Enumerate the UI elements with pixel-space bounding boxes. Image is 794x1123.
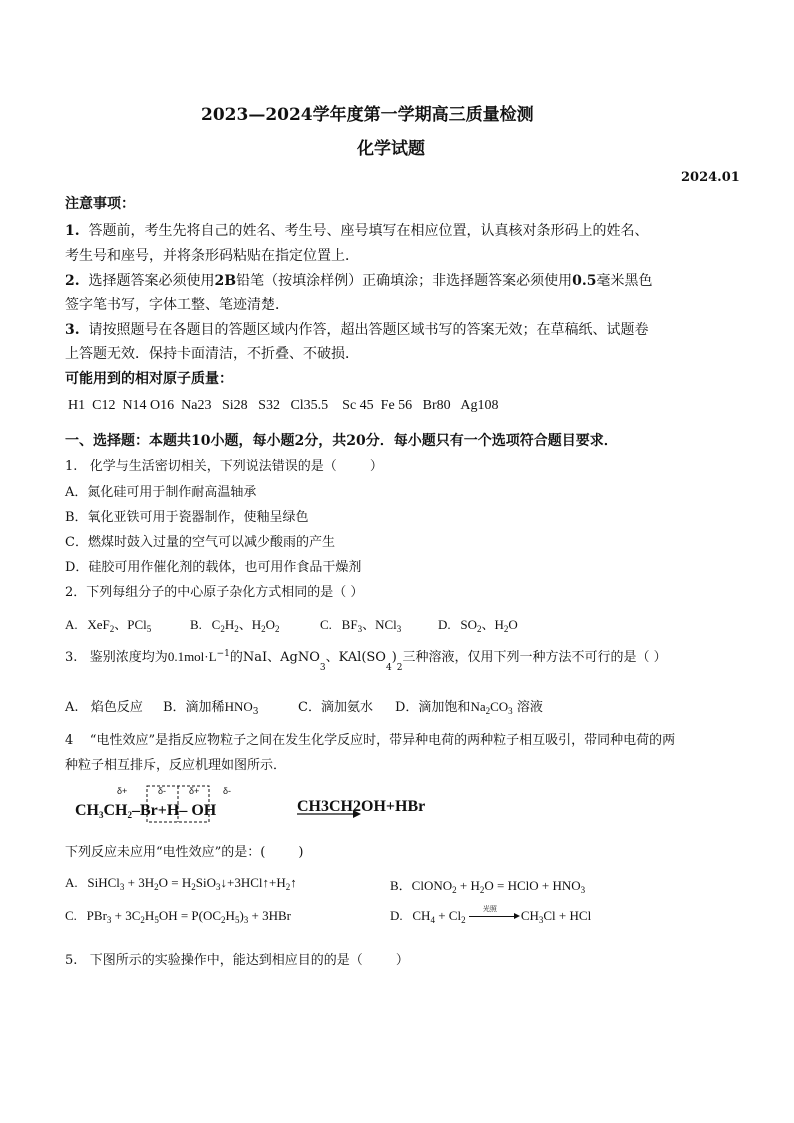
delta-minus-br: δ-: [158, 786, 167, 796]
note-1-line-1: [65, 220, 649, 240]
note-3-number: 3.: [65, 322, 80, 338]
q3-b-text: B．滴加稀: [163, 700, 225, 715]
exam-subtitle: 化学试题: [357, 139, 425, 159]
q4-option-a: A. SiHCl$_3$ + $3H_2O$ = $H_2SiO_3↓+3HCl↑+H_2↑$: [65, 875, 297, 892]
q1-option-a: A．氮化硅可用于制作耐高温轴承: [65, 485, 257, 500]
q3-stem-c: 、KAl(SO: [325, 650, 386, 665]
q3-stem-e: 三种溶液，仅用下列一种方法不可行的是（ ）: [402, 650, 667, 665]
mechanism-figure: [75, 782, 445, 832]
q1-option-d: D．硅胶可用作催化剂的载体，也可用作食品干燥剂: [65, 560, 362, 575]
note-3-line-1: [65, 319, 649, 339]
atomic-mass-list: H1 C12 N14 O16 Na23 Si28 S32 Cl35.5 Sc 45 Fe 56 Br80 Ag108: [68, 398, 499, 413]
q4-option-c: C. $PBr_3 + 3C_2H_5OH = P(OC_2H_5)_3 + 3HBr$: [65, 908, 292, 925]
q3-option-b: B．滴加稀$HNO_3$: [163, 699, 259, 717]
delta-plus-h: δ+: [189, 786, 200, 796]
note-2-text-c: 毫米黑色: [596, 273, 653, 289]
q2-option-a: A. XeF$_2$、PCl$_5$: [65, 617, 152, 634]
delta-minus-o: δ-: [223, 786, 232, 796]
mechanism-reactants: $CH_3CH_2-Br+H-$ OH: [75, 802, 217, 820]
section-1-text-d: 分．每小题只有一个选项符合题目要求．: [365, 433, 618, 449]
section-1-heading: [65, 430, 618, 450]
section-1-text-b: 小题，每小题: [210, 433, 295, 449]
section-1-text-a: 一、选择题：本题共: [65, 433, 191, 449]
q3-d-tail: 溶液: [516, 700, 543, 715]
q3-option-d: D．滴加饱和$Na_2CO_3$ 溶液: [395, 699, 543, 716]
section-1-points: 2: [294, 433, 305, 449]
note-2-text-a: 选择题答案必须使用: [88, 273, 215, 289]
light-label: 光照: [482, 905, 497, 914]
exam-title: 2023—2024学年度第一学期高三质量检测: [201, 105, 534, 125]
q4-stem-line-2: 种粒子相互排斥，反应机理如图所示．: [65, 758, 287, 773]
q3-stem-d: ): [391, 650, 397, 665]
q1-option-c: C．燃煤时鼓入过量的空气可以减少酸雨的产生: [65, 535, 335, 550]
q4-d-label: D.: [390, 908, 403, 923]
q5-stem: 5. 下图所示的实验操作中，能达到相应目的的是（ ）: [65, 953, 409, 968]
q4-c-label: C.: [65, 908, 77, 923]
q2-option-c: C. $BF_3$、NCl$_3$: [320, 617, 402, 634]
atomic-mass-heading: 可能用到的相对原子质量：: [65, 371, 233, 387]
section-1-text-c: 分，共: [304, 433, 347, 449]
q2-option-b: B. $C_2H_2$、$H_2O_2$: [190, 617, 280, 634]
q3-b-formula: HNO: [224, 699, 253, 714]
note-3-text-1: 请按照题号在各题目的答题区域内作答，超出答题区域书写的答案无效；在草稿纸、试题卷: [88, 322, 649, 338]
q4-b-label: B．: [390, 878, 412, 893]
note-2-number: 2.: [65, 273, 80, 289]
q3-stem-a: 3. 鉴别浓度均为: [65, 650, 168, 665]
q2-d-label: D.: [438, 617, 451, 632]
section-1-count: 10: [191, 433, 211, 449]
q3-stem-b: 的NaI、AgNO: [229, 650, 320, 665]
q2-b-label: B.: [190, 617, 202, 632]
note-1-text-1: 答题前，考生先将自己的姓名、考生号、座号填写在相应位置，认真核对条形码上的姓名、: [88, 223, 649, 239]
q1-option-b: B．氧化亚铁可用于瓷器制作，使釉呈绿色: [65, 510, 309, 525]
exam-date: 2024.01: [681, 170, 740, 185]
note-3-line-2: 上答题无效．保持卡面清洁，不折叠、不破损．: [65, 346, 359, 362]
q4-question: 下列反应未应用“电性效应”的是：( ): [65, 845, 304, 860]
note-1-line-2: 考生号和座号，并将条形码粘贴在指定位置上．: [65, 248, 359, 264]
light-arrow: [469, 905, 521, 923]
q4-option-d: D. $CH_4 + Cl_2$ 光照 $CH_3Cl$ + HCl: [390, 905, 592, 925]
notes-heading: 注意事项：: [65, 196, 135, 212]
section-1-total: 20: [346, 433, 366, 449]
q3-d-text: D．滴加饱和: [395, 700, 471, 715]
q1-stem: 1. 化学与生活密切相关，下列说法错误的是（ ）: [65, 459, 383, 474]
note-2-2b: 2B: [214, 273, 237, 289]
q3-concentration: 0.1mol·L: [167, 649, 217, 664]
delta-plus-c: δ+: [117, 786, 128, 796]
mechanism-products: CH3CH2OH+HBr: [297, 798, 426, 815]
note-2-05: 0.5: [572, 273, 597, 289]
q3-stem: 3. 鉴别浓度均为$0.1mol\cdot L^{-1}$的NaI、AgNO$_3$、$KAl(SO_4)_2$三种溶液，仅用下列一种方法不可行的是（ ）: [65, 649, 667, 673]
q3-option-a: A. 焰色反应: [65, 700, 143, 715]
q2-c-label: C.: [320, 617, 332, 632]
note-2-text-b: 铅笔（按填涂样例）正确填涂；非选择题答案必须使用: [236, 273, 573, 289]
note-2-line-1: [65, 270, 652, 290]
q2-stem: 2．下列每组分子的中心原子杂化方式相同的是（ ）: [65, 585, 364, 600]
q4-stem-line-1: 4 “电性效应”是指反应物粒子之间在发生化学反应时，带异种电荷的两种粒子相互吸引，带同种电荷的两: [65, 733, 676, 748]
q3-option-c: C．滴加氨水: [298, 700, 373, 715]
q4-option-b: B．ClONO$_2$ + $H_2O$ = HClO + $HNO_3$: [390, 878, 586, 895]
note-2-line-2: 签字笔书写，字体工整、笔迹清楚．: [65, 297, 289, 313]
note-1-number: 1.: [65, 223, 80, 239]
q2-a-label: A.: [65, 617, 78, 632]
q4-a-label: A.: [65, 875, 78, 890]
q2-option-d: D. $SO_2$、$H_2O$: [438, 617, 518, 634]
